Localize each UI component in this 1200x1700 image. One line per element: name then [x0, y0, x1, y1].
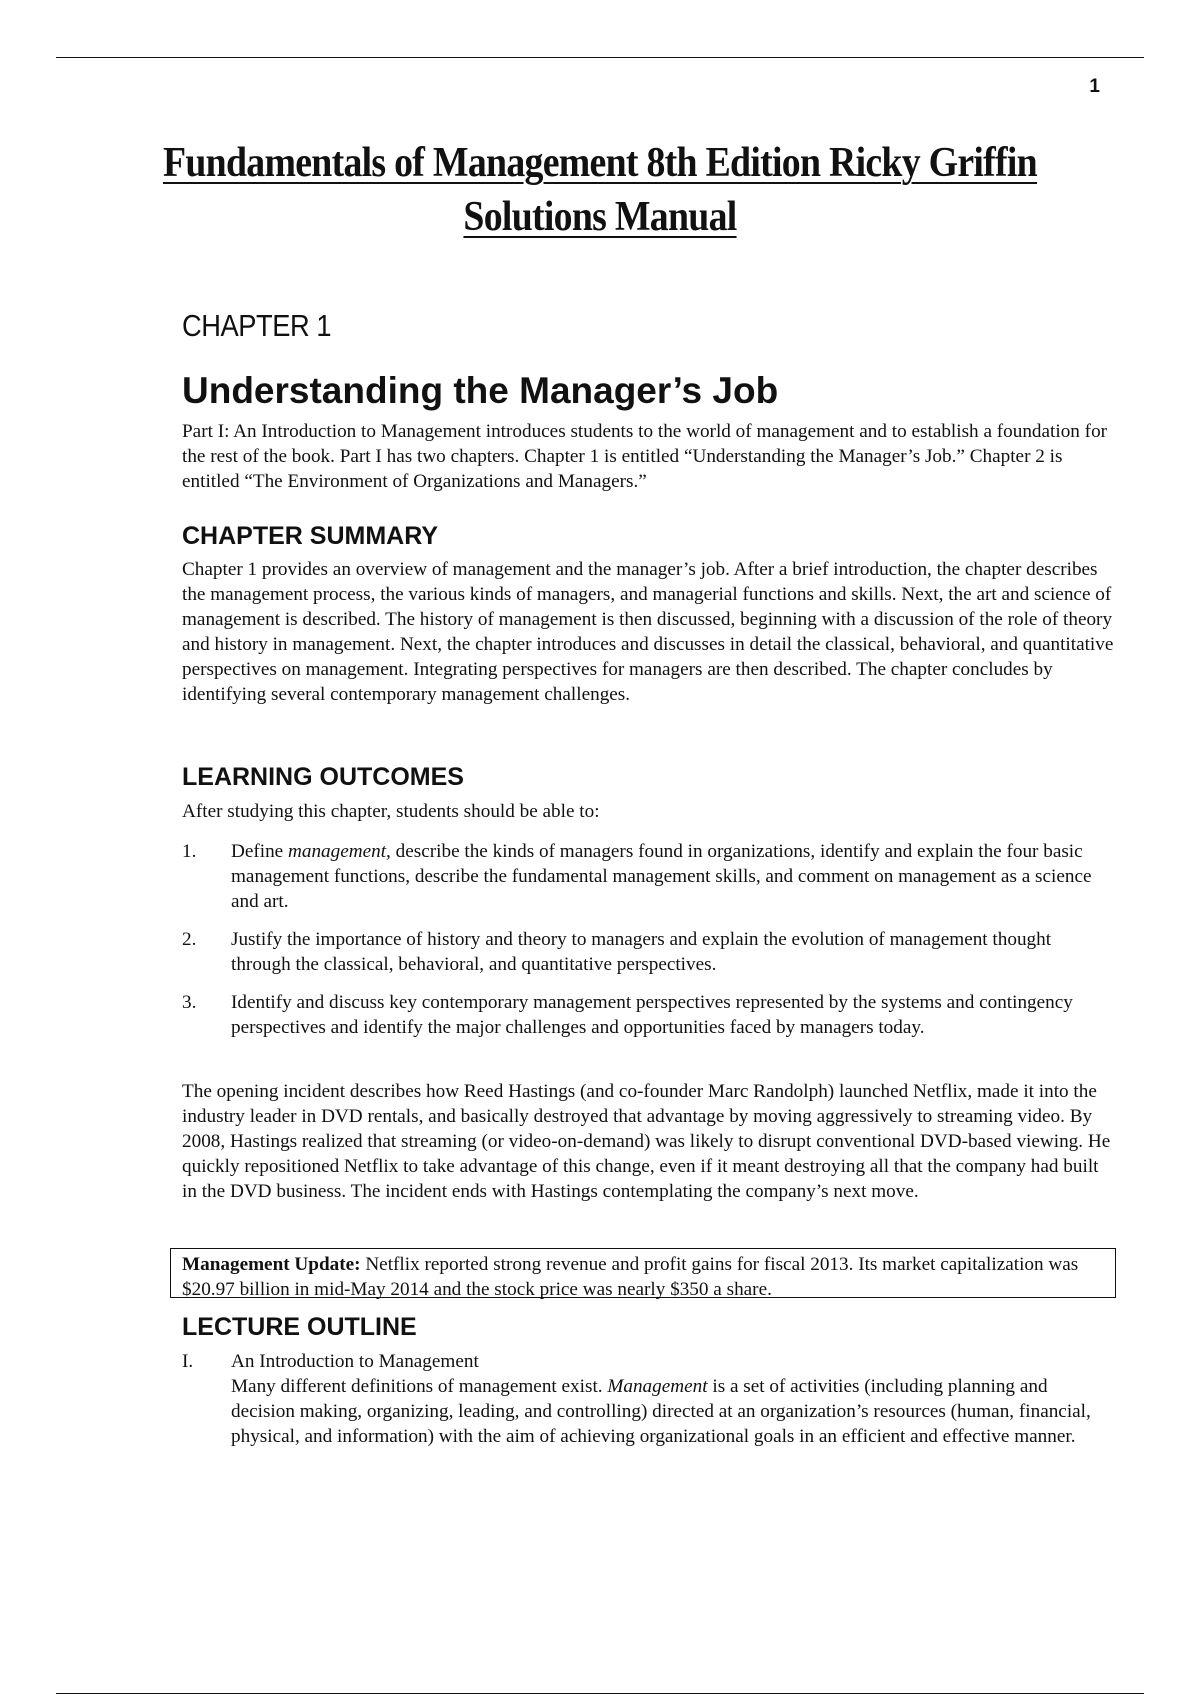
management-update-box — [170, 1248, 1116, 1298]
summary-heading: CHAPTER SUMMARY — [182, 522, 439, 550]
outcome-item — [182, 927, 1114, 977]
chapter-intro: Part I: An Introduction to Management introduces students to the world of management and to establish a foundation for the rest of the book. Part I has two chapters. Chapter 1 is entitled “Understanding the Manager’s Job.” Chapter 2 is entitled “The Environment of Organizations and Managers.” — [182, 421, 1108, 492]
outcome-text-after: describe the kinds of managers found in organizations, identify and explain the four basic management functions, describe the fundamental management skills, and comment on management as a science and art. — [231, 841, 1092, 912]
lecture-item-body — [231, 1349, 1114, 1449]
lecture-heading: LECTURE OUTLINE — [182, 1313, 417, 1341]
management-update-label: Management Update: — [182, 1254, 361, 1275]
outcome-text — [231, 839, 1114, 914]
top-rule — [56, 57, 1144, 58]
management-update-text: Netflix reported strong revenue and profit gains for fiscal 2013. Its market capitalization was $20.97 billion in mid-May 2014 and the stock price was nearly $350 a share. — [182, 1254, 1079, 1300]
chapter-title: Understanding the Manager’s Job — [182, 370, 779, 411]
outcomes-heading: LEARNING OUTCOMES — [182, 763, 464, 791]
outcome-number: 1. — [182, 841, 197, 862]
lecture-item-title: An Introduction to Management — [231, 1351, 479, 1372]
document-title-line-1: Fundamentals of Management 8th Edition Ricky Griffin — [162, 140, 1037, 186]
outcome-item — [182, 990, 1114, 1040]
outcome-emphasis: management, — [288, 841, 391, 862]
outcome-number: 3. — [182, 992, 197, 1013]
outcome-number: 2. — [182, 929, 197, 950]
page-number: 1 — [1089, 76, 1100, 97]
summary-text: Chapter 1 provides an overview of management and the manager’s job. After a brief introduction, the chapter describes the management process, the various kinds of managers, and managerial functions and skills. Next, the art and science of management is described. The history of management is then discussed, beginning with a discussion of the role of theory and history in management. Next, the chapter introduces and discusses in detail the classical, behavioral, and quantitative perspectives on management. Integrating perspectives for managers are then described. The chapter concludes by identifying several contemporary management challenges. — [182, 559, 1114, 705]
lecture-text-before: Many different definitions of management exist. — [231, 1376, 608, 1397]
lecture-item-text — [231, 1374, 1114, 1449]
opening-incident: The opening incident describes how Reed Hastings (and co-founder Marc Randolph) launched Netflix, made it into the industry leader in DVD rentals, and basically destroyed that advantage by moving aggressively to streaming video. By 2008, Hastings realized that streaming (or video-on-demand) was likely to disrupt conventional DVD-based viewing. He quickly repositioned Netflix to take advantage of this change, even if it meant destroying all that the company had built in the DVD business. The incident ends with Hastings contemplating the company’s next move. — [182, 1081, 1111, 1202]
document-title — [150, 136, 1050, 244]
outcome-text: Identify and discuss key contemporary management perspectives represented by the systems and contingency perspectives and identify the major challenges and opportunities faced by managers today. — [231, 992, 1073, 1038]
lecture-text-after: is a set of activities (including planning and decision making, organizing, leading, and controlling) directed at an organization’s resources (human, financial, physical, and information) with the aim of achieving organizational goals in an efficient and effective manner. — [231, 1376, 1091, 1447]
document-title-line-2: Solutions Manual — [463, 194, 737, 240]
chapter-label: CHAPTER 1 — [182, 308, 332, 343]
bottom-rule — [56, 1693, 1144, 1694]
lecture-item-number: I. — [182, 1351, 194, 1372]
outcome-item — [182, 839, 1114, 914]
outcomes-lead: After studying this chapter, students should be able to: — [182, 801, 600, 822]
lecture-emphasis: Management — [607, 1376, 708, 1397]
outcome-text-before: Define — [231, 841, 289, 862]
outcome-text: Justify the importance of history and theory to managers and explain the evolution of management thought through the classical, behavioral, and quantitative perspectives. — [231, 929, 1052, 975]
lecture-item — [182, 1349, 1114, 1449]
